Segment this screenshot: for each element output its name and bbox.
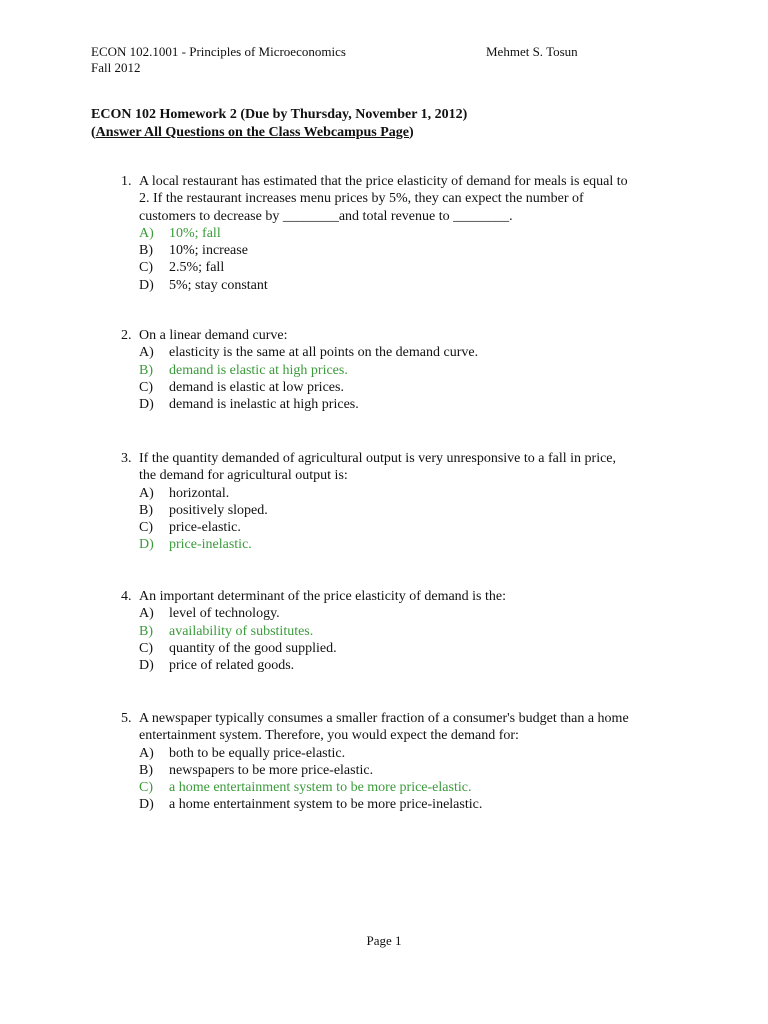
- question-stem-line: A local restaurant has estimated that the price elasticity of demand for meals is equal to: [139, 174, 628, 189]
- question-number: 3.: [121, 451, 132, 466]
- answer-option-c: [139, 519, 679, 536]
- answer-option-d: [139, 396, 679, 413]
- option-text: availability of substitutes.: [169, 623, 314, 639]
- header-left: [91, 44, 346, 76]
- question-stem-line: On a linear demand curve:: [139, 328, 288, 343]
- option-letter: D): [139, 658, 154, 674]
- option-letter: A): [139, 225, 154, 241]
- option-text: price-inelastic.: [169, 537, 252, 553]
- option-letter: C): [139, 260, 153, 276]
- page-number: Page 1: [366, 933, 402, 948]
- option-letter: B): [139, 623, 153, 639]
- option-text: price-elastic.: [169, 520, 241, 536]
- option-text: level of technology.: [169, 606, 280, 622]
- answer-option-c: [139, 379, 679, 396]
- option-text: horizontal.: [169, 485, 230, 501]
- answer-option-d: [139, 796, 679, 813]
- answer-option-c: [139, 640, 679, 657]
- option-letter: C): [139, 780, 153, 796]
- answer-option-a: [139, 745, 679, 762]
- option-text: 5%; stay constant: [169, 277, 268, 293]
- instructor-name: Mehmet S. Tosun: [486, 44, 578, 59]
- answer-option-d: [139, 277, 679, 294]
- answer-option-d: [139, 657, 679, 674]
- option-text: elasticity is the same at all points on the demand curve.: [169, 345, 479, 361]
- option-letter: B): [139, 762, 153, 778]
- option-letter: D): [139, 277, 154, 293]
- option-text: a home entertainment system to be more price-inelastic.: [169, 797, 483, 813]
- option-letter: A): [139, 606, 154, 622]
- answer-option-a: [139, 344, 679, 361]
- answer-option-a: [139, 485, 679, 502]
- question-stem-line: 2. If the restaurant increases menu prices by 5%, they can expect the number of: [139, 191, 584, 207]
- question-number: 4.: [121, 589, 132, 604]
- homework-title: [91, 106, 467, 142]
- option-text: newspapers to be more price-elastic.: [169, 762, 374, 778]
- option-letter: A): [139, 345, 154, 361]
- option-text: price of related goods.: [169, 658, 295, 674]
- answer-option-a: [139, 605, 679, 622]
- question-stem-line: If the quantity demanded of agricultural output is very unresponsive to a fall in price,: [139, 451, 617, 466]
- option-letter: D): [139, 537, 154, 553]
- question-body: [139, 173, 679, 294]
- question-stem-line: customers to decrease by ________and total revenue to ________.: [139, 208, 513, 224]
- question-stem-line: An important determinant of the price elasticity of demand is the:: [139, 589, 507, 604]
- option-text: both to be equally price-elastic.: [169, 745, 346, 761]
- title-instructions: Answer All Questions on the Class Webcampus Page: [95, 125, 410, 140]
- answer-option-b: [139, 502, 679, 519]
- answer-option-a: [139, 225, 679, 242]
- title-paren-open: (: [91, 125, 96, 140]
- question-body: [139, 327, 679, 413]
- question-body: [139, 588, 679, 674]
- option-text: quantity of the good supplied.: [169, 640, 337, 656]
- option-letter: A): [139, 745, 154, 761]
- option-letter: B): [139, 502, 153, 518]
- option-text: demand is elastic at high prices.: [169, 362, 348, 378]
- option-letter: B): [139, 243, 153, 259]
- question-body: [139, 710, 679, 814]
- option-letter: C): [139, 379, 153, 395]
- option-letter: C): [139, 640, 153, 656]
- answer-option-b: [139, 362, 679, 379]
- question-stem-line: the demand for agricultural output is:: [139, 468, 348, 484]
- question-stem-line: A newspaper typically consumes a smaller fraction of a consumer's budget than a home: [139, 711, 629, 726]
- option-letter: D): [139, 397, 154, 413]
- option-letter: A): [139, 485, 154, 501]
- option-letter: D): [139, 797, 154, 813]
- title-paren-close: ): [409, 125, 414, 140]
- option-text: 10%; fall: [169, 225, 221, 241]
- title-line-2: [91, 124, 467, 142]
- answer-option-b: [139, 242, 679, 259]
- answer-option-b: [139, 762, 679, 779]
- answer-option-d: [139, 536, 679, 553]
- option-text: 10%; increase: [169, 243, 248, 259]
- option-text: 2.5%; fall: [169, 260, 225, 276]
- answer-option-b: [139, 623, 679, 640]
- answer-option-c: [139, 259, 679, 276]
- title-line-1: ECON 102 Homework 2 (Due by Thursday, November 1, 2012): [91, 107, 468, 122]
- option-letter: B): [139, 362, 153, 378]
- question-number: 2.: [121, 328, 132, 343]
- term: Fall 2012: [91, 60, 141, 75]
- answer-option-c: [139, 779, 679, 796]
- option-text: a home entertainment system to be more price-elastic.: [169, 780, 472, 796]
- question-number: 5.: [121, 711, 132, 726]
- option-letter: C): [139, 520, 153, 536]
- option-text: positively sloped.: [169, 502, 268, 518]
- option-text: demand is inelastic at high prices.: [169, 397, 359, 413]
- question-body: [139, 450, 679, 554]
- question-stem-line: entertainment system. Therefore, you would expect the demand for:: [139, 728, 519, 744]
- course-name: ECON 102.1001 - Principles of Microeconomics: [91, 44, 346, 59]
- option-text: demand is elastic at low prices.: [169, 379, 344, 395]
- question-number: 1.: [121, 174, 132, 189]
